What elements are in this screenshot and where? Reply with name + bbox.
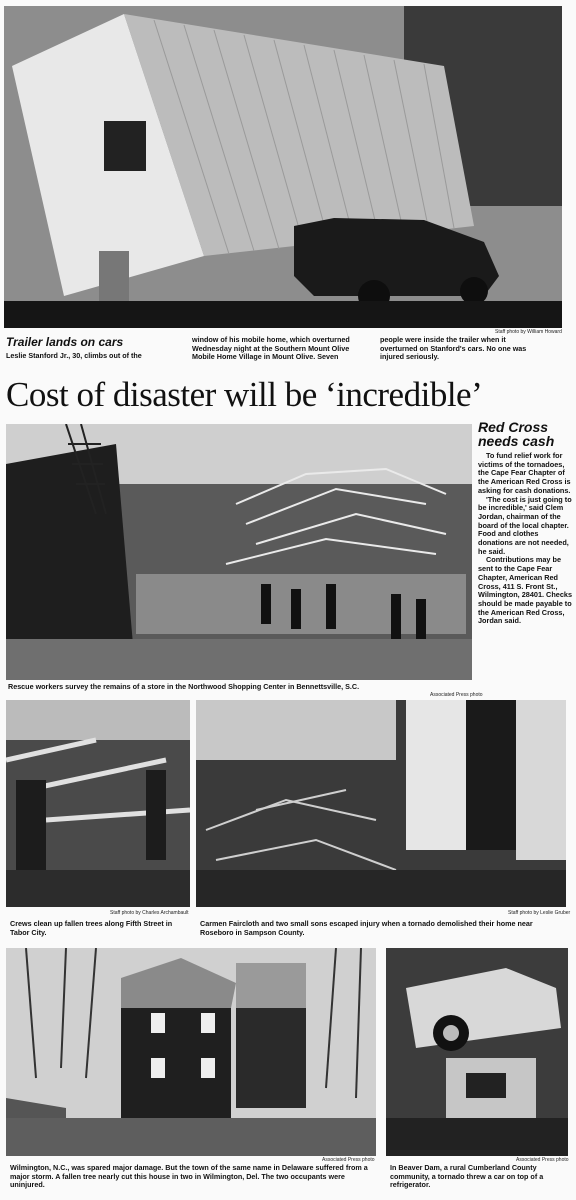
trailer-photo xyxy=(4,6,562,328)
trailer-photo-credit: Staff photo by William Howard xyxy=(495,329,562,335)
sidebar-paragraph: Contributions may be sent to the Cape Fear Chapter, American Red Cross, 411 S. Front St., Wilmington, 28401. Checks should be made payable to the American Red Cross, Jordan said. xyxy=(478,555,573,626)
trees-photo-credit: Staff photo by Charles Archambault xyxy=(110,910,189,916)
sidebar-body xyxy=(478,452,572,626)
car-on-refrigerator-illustration xyxy=(386,948,568,1156)
trailer-caption-col1: Leslie Stanford Jr., 30, climbs out of the xyxy=(6,351,142,360)
demolished-home-illustration xyxy=(196,700,566,907)
sidebar-title: Red Cross needs cash xyxy=(478,419,555,449)
fallen-trees-illustration xyxy=(6,700,190,907)
demolished-home-photo xyxy=(196,700,566,907)
sidebar-paragraph: 'The cost is just going to be incredible,' said Clem Jordan, chairman of the board of the local chapter. Food and clothes donations are not needed, he said. xyxy=(478,494,572,556)
store-photo-caption: Rescue workers survey the remains of a store in the Northwood Shopping Center in Bennettsville, S.C. xyxy=(8,682,360,691)
trailer-caption-col2: window of his mobile home, which overturned Wednesday night at the Southern Mount Olive Mobile Home Village in Mount Olive. Seven xyxy=(192,335,350,362)
faircloth-photo-caption: Carmen Faircloth and two small sons escaped injury when a tornado demolished their home near Roseboro in Sampson County. xyxy=(200,919,533,937)
page-headline: Cost of disaster will be ‘incredible’ xyxy=(6,375,483,414)
trees-photo-caption: Crews clean up fallen trees along Fifth Street in Tabor City. xyxy=(10,919,173,937)
trailer-kicker: Trailer lands on cars xyxy=(6,335,124,349)
house-photo-credit: Associated Press photo xyxy=(322,1157,375,1163)
store-ruins-photo xyxy=(6,424,472,680)
car-on-refrigerator-photo xyxy=(386,948,568,1156)
faircloth-photo-credit: Staff photo by Leslie Gruber xyxy=(508,910,571,916)
trailer-caption-col3: people were inside the trailer when it overturned on Stanford's cars. No one was injured seriously. xyxy=(380,335,527,362)
sidebar-paragraph: To fund relief work for victims of the tornadoes, the Cape Fear Chapter of the American Red Cross is asking for cash donations. xyxy=(478,451,571,495)
car-photo-caption: In Beaver Dam, a rural Cumberland County community, a tornado threw a car on top of a refrigerator. xyxy=(390,1163,544,1190)
split-house-illustration xyxy=(6,948,376,1156)
store-photo-credit: Associated Press photo xyxy=(430,692,483,698)
trailer-illustration xyxy=(4,6,562,328)
house-photo-caption: Wilmington, N.C., was spared major damage. But the town of the same name in Delaware suffered from a major storm. A fallen tree nearly cut this house in two in Wilmington, Del. The two occupants were uninjured. xyxy=(10,1163,368,1190)
store-ruins-illustration xyxy=(6,424,472,680)
car-photo-credit: Associated Press photo xyxy=(516,1157,569,1163)
fallen-trees-photo xyxy=(6,700,190,907)
split-house-photo xyxy=(6,948,376,1156)
